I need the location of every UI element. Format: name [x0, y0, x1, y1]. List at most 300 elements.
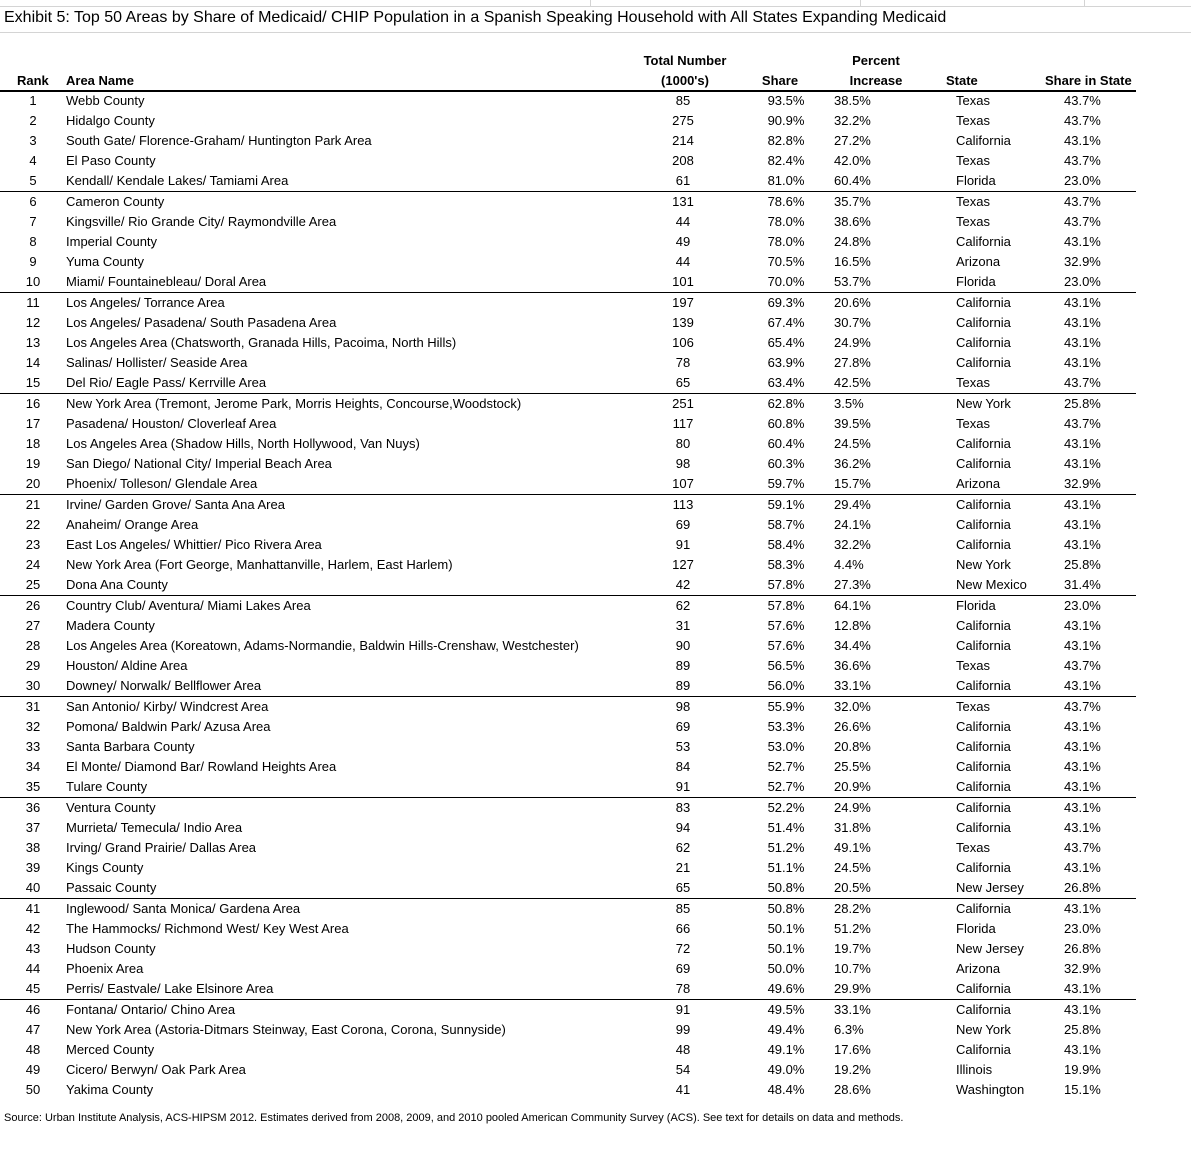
- area-name-cell: Country Club/ Aventura/ Miami Lakes Area: [66, 598, 311, 613]
- total-number-cell: 131: [672, 194, 694, 209]
- percent-increase-cell: 64.1%: [834, 598, 871, 613]
- rank-cell: 23: [25, 537, 41, 552]
- state-cell: Texas: [956, 194, 990, 209]
- total-number-cell: 31: [675, 618, 691, 633]
- percent-increase-cell: 20.6%: [834, 295, 871, 310]
- share-cell: 70.0%: [738, 272, 834, 293]
- area-name-cell: Inglewood/ Santa Monica/ Gardena Area: [66, 901, 301, 916]
- table-row: [0, 434, 1136, 454]
- rank-cell: 12: [25, 315, 41, 330]
- area-name-cell: New York Area (Tremont, Jerome Park, Morris Heights, Concourse,Woodstock): [66, 396, 522, 411]
- table-row: [0, 414, 1136, 434]
- area-name-cell: Madera County: [66, 618, 155, 633]
- area-name-cell: Houston/ Aldine Area: [66, 658, 188, 673]
- percent-increase-cell: 15.7%: [834, 474, 956, 495]
- share-in-state-cell: 43.7%: [1064, 113, 1101, 128]
- total-number-cell: 61: [628, 171, 738, 192]
- table-row: [0, 131, 1136, 151]
- share-cell: 50.1%: [767, 921, 805, 936]
- share-cell: 50.8%: [738, 878, 834, 899]
- rank-cell: 42: [25, 921, 41, 936]
- table-row: [0, 818, 1136, 838]
- share-cell: 50.1%: [767, 941, 805, 956]
- state-cell: California: [956, 1042, 1011, 1057]
- share-cell: 50.0%: [767, 961, 805, 976]
- rank-cell: 1: [29, 93, 37, 108]
- rank-cell: 9: [29, 254, 37, 269]
- share-cell: 82.4%: [767, 153, 805, 168]
- share-cell: 53.3%: [767, 719, 805, 734]
- table-row: [0, 1000, 1136, 1021]
- share-cell: 49.0%: [767, 1062, 805, 1077]
- share-in-state-cell: 43.1%: [1064, 820, 1101, 835]
- state-cell: Florida: [956, 598, 996, 613]
- percent-increase-cell: 32.2%: [834, 537, 871, 552]
- table-row: [0, 656, 1136, 676]
- area-name-cell: Los Angeles Area (Chatsworth, Granada Hills, Pacoima, North Hills): [66, 335, 457, 350]
- rank-cell: 41: [25, 901, 41, 916]
- percent-increase-cell: 16.5%: [834, 254, 871, 269]
- state-cell: Arizona: [956, 961, 1001, 976]
- rank-cell: 27: [25, 618, 41, 633]
- share-cell: 67.4%: [767, 315, 805, 330]
- header-increase-line1: Percent: [852, 53, 900, 68]
- area-name-cell: Los Angeles Area (Shadow Hills, North Hollywood, Van Nuys): [66, 436, 420, 451]
- rank-cell: 31: [25, 699, 41, 714]
- rank-cell: 39: [25, 860, 41, 875]
- area-name-cell: San Diego/ National City/ Imperial Beach Area: [66, 456, 332, 471]
- share-cell: 49.4%: [767, 1022, 805, 1037]
- table-row: [0, 1060, 1136, 1080]
- state-cell: California: [956, 719, 1011, 734]
- state-cell: Texas: [956, 113, 990, 128]
- rank-cell: 24: [25, 557, 41, 572]
- share-in-state-cell: 43.1%: [1064, 1042, 1101, 1057]
- table-row: [0, 111, 1136, 131]
- state-cell: California: [956, 800, 1011, 815]
- share-cell: 56.5%: [767, 658, 805, 673]
- area-name-cell: Yuma County: [66, 254, 145, 269]
- table-row: [0, 454, 1136, 474]
- rank-cell: 38: [25, 840, 41, 855]
- table-row: [0, 878, 1136, 899]
- total-number-cell: 275: [672, 113, 694, 128]
- rank-cell: 30: [0, 676, 66, 697]
- share-in-state-cell: 43.1%: [1064, 456, 1101, 471]
- percent-increase-cell: 51.2%: [834, 921, 871, 936]
- rank-cell: 22: [25, 517, 41, 532]
- share-cell: 52.2%: [767, 800, 805, 815]
- total-number-cell: 98: [675, 456, 691, 471]
- state-cell: California: [956, 618, 1011, 633]
- total-number-cell: 62: [675, 840, 691, 855]
- share-cell: 58.3%: [767, 557, 805, 572]
- share-in-state-cell: 43.7%: [1064, 658, 1101, 673]
- percent-increase-cell: 60.4%: [834, 171, 956, 192]
- table-row: [0, 535, 1136, 555]
- share-cell: 51.1%: [767, 860, 805, 875]
- total-number-cell: 83: [675, 800, 691, 815]
- table-row: [0, 777, 1136, 798]
- state-cell: California: [956, 901, 1011, 916]
- percent-increase-cell: 3.5%: [834, 396, 864, 411]
- percent-increase-cell: 36.6%: [834, 658, 871, 673]
- state-cell: New Jersey: [956, 941, 1024, 956]
- area-name-cell: El Paso County: [66, 153, 156, 168]
- header-rank: Rank: [17, 73, 49, 88]
- total-number-cell: 48: [675, 1042, 691, 1057]
- table-row: [0, 373, 1136, 394]
- share-cell: 51.4%: [767, 820, 805, 835]
- share-cell: 50.8%: [767, 901, 805, 916]
- total-number-cell: 65: [628, 878, 738, 899]
- area-name-cell: Kingsville/ Rio Grande City/ Raymondville Area: [66, 214, 337, 229]
- area-name-cell: Dona Ana County: [66, 575, 628, 596]
- percent-increase-cell: 29.9%: [834, 979, 956, 1000]
- area-name-cell: New York Area (Astoria-Ditmars Steinway, East Corona, Corona, Sunnyside): [66, 1022, 506, 1037]
- share-cell: 48.4%: [767, 1082, 805, 1097]
- table-row: [0, 939, 1136, 959]
- state-cell: California: [956, 759, 1011, 774]
- rank-cell: 44: [25, 961, 41, 976]
- total-number-cell: 91: [675, 537, 691, 552]
- share-in-state-cell: 32.9%: [1064, 474, 1136, 495]
- total-number-cell: 69: [675, 961, 691, 976]
- table-row: [0, 394, 1136, 415]
- area-name-cell: The Hammocks/ Richmond West/ Key West Area: [66, 921, 349, 936]
- total-number-cell: 62: [675, 598, 691, 613]
- total-number-cell: 107: [628, 474, 738, 495]
- total-number-cell: 44: [675, 214, 691, 229]
- percent-increase-cell: 49.1%: [834, 840, 871, 855]
- table-row: [0, 717, 1136, 737]
- share-in-state-cell: 23.0%: [1064, 598, 1101, 613]
- area-name-cell: Ventura County: [66, 800, 156, 815]
- state-cell: Texas: [956, 373, 1064, 394]
- area-name-cell: Los Angeles/ Pasadena/ South Pasadena Area: [66, 315, 337, 330]
- share-in-state-cell: 43.1%: [1064, 777, 1136, 798]
- share-cell: 59.1%: [767, 497, 805, 512]
- total-number-cell: 127: [672, 557, 694, 572]
- rank-cell: 28: [25, 638, 41, 653]
- share-in-state-cell: 25.8%: [1064, 396, 1101, 411]
- rank-cell: 4: [29, 153, 37, 168]
- percent-increase-cell: 24.5%: [834, 860, 871, 875]
- table-row: [0, 192, 1136, 213]
- state-cell: California: [956, 638, 1011, 653]
- total-number-cell: 99: [675, 1022, 691, 1037]
- total-number-cell: 113: [672, 497, 694, 512]
- table-row: [0, 838, 1136, 858]
- total-number-cell: 106: [672, 335, 694, 350]
- header-share-in-state: Share in State: [1045, 73, 1132, 88]
- share-in-state-cell: 43.7%: [1064, 416, 1101, 431]
- table-row: [0, 333, 1136, 353]
- total-number-cell: 90: [675, 638, 691, 653]
- share-cell: 82.8%: [767, 133, 805, 148]
- share-in-state-cell: 43.1%: [1064, 436, 1101, 451]
- share-in-state-cell: 43.7%: [1064, 373, 1136, 394]
- area-name-cell: Phoenix/ Tolleson/ Glendale Area: [66, 474, 628, 495]
- state-cell: Texas: [956, 416, 990, 431]
- state-cell: California: [956, 315, 1011, 330]
- areas-table: [0, 91, 1136, 1100]
- total-number-cell: 89: [675, 658, 691, 673]
- percent-increase-cell: 38.5%: [834, 93, 871, 108]
- table-row: [0, 293, 1136, 314]
- table-row: [0, 151, 1136, 171]
- area-name-cell: Anaheim/ Orange Area: [66, 517, 199, 532]
- rank-cell: 40: [0, 878, 66, 899]
- rank-cell: 19: [25, 456, 41, 471]
- share-in-state-cell: 43.1%: [1064, 295, 1101, 310]
- percent-increase-cell: 30.7%: [834, 315, 871, 330]
- area-name-cell: Hudson County: [66, 941, 156, 956]
- share-cell: 65.4%: [767, 335, 805, 350]
- rank-cell: 3: [29, 133, 37, 148]
- share-cell: 78.0%: [767, 234, 805, 249]
- share-in-state-cell: 25.8%: [1064, 557, 1101, 572]
- percent-increase-cell: 36.2%: [834, 456, 871, 471]
- percent-increase-cell: 4.4%: [834, 557, 864, 572]
- share-in-state-cell: 43.1%: [1064, 901, 1101, 916]
- area-name-cell: New York Area (Fort George, Manhattanville, Harlem, East Harlem): [66, 557, 453, 572]
- state-cell: New York: [956, 396, 1011, 411]
- share-cell: 60.4%: [767, 436, 805, 451]
- total-number-cell: 54: [675, 1062, 691, 1077]
- share-in-state-cell: 43.1%: [1064, 676, 1136, 697]
- percent-increase-cell: 20.9%: [834, 777, 956, 798]
- state-cell: California: [956, 436, 1011, 451]
- total-number-cell: 208: [672, 153, 694, 168]
- total-number-cell: 197: [672, 295, 694, 310]
- rank-cell: 48: [25, 1042, 41, 1057]
- rank-cell: 6: [29, 194, 37, 209]
- area-name-cell: Passaic County: [66, 878, 628, 899]
- area-name-cell: Yakima County: [66, 1082, 154, 1097]
- area-name-cell: Webb County: [66, 93, 145, 108]
- share-in-state-cell: 43.7%: [1064, 194, 1101, 209]
- area-name-cell: Los Angeles Area (Koreatown, Adams-Normandie, Baldwin Hills-Crenshaw, Westchester): [66, 638, 579, 653]
- area-name-cell: Hidalgo County: [66, 113, 155, 128]
- area-name-cell: San Antonio/ Kirby/ Windcrest Area: [66, 699, 269, 714]
- state-cell: Florida: [956, 272, 1064, 293]
- area-name-cell: Santa Barbara County: [66, 739, 195, 754]
- title-divider: [0, 32, 1191, 33]
- share-in-state-cell: 23.0%: [1064, 171, 1136, 192]
- area-name-cell: Pomona/ Baldwin Park/ Azusa Area: [66, 719, 271, 734]
- area-name-cell: Kings County: [66, 860, 144, 875]
- share-cell: 49.5%: [767, 1002, 805, 1017]
- state-cell: California: [956, 355, 1011, 370]
- rank-cell: 11: [26, 295, 40, 310]
- area-name-cell: Irvine/ Garden Grove/ Santa Ana Area: [66, 497, 285, 512]
- share-cell: 62.8%: [767, 396, 805, 411]
- share-in-state-cell: 43.7%: [1064, 214, 1101, 229]
- percent-increase-cell: 24.5%: [834, 436, 871, 451]
- share-cell: 49.1%: [767, 1042, 805, 1057]
- area-name-cell: Fontana/ Ontario/ Chino Area: [66, 1002, 236, 1017]
- rank-cell: 36: [25, 800, 41, 815]
- area-name-cell: El Monte/ Diamond Bar/ Rowland Heights Area: [66, 759, 337, 774]
- share-cell: 90.9%: [767, 113, 805, 128]
- rank-cell: 34: [25, 759, 41, 774]
- table-row: [0, 979, 1136, 1000]
- state-cell: Texas: [956, 658, 990, 673]
- percent-increase-cell: 33.1%: [834, 1002, 871, 1017]
- share-cell: 63.9%: [767, 355, 805, 370]
- state-cell: California: [956, 133, 1011, 148]
- share-cell: 57.6%: [767, 618, 805, 633]
- table-row: [0, 959, 1136, 979]
- share-cell: 78.6%: [767, 194, 805, 209]
- header-increase-line2: Increase: [849, 73, 903, 88]
- percent-increase-cell: 27.3%: [834, 575, 956, 596]
- table-row: [0, 495, 1136, 516]
- share-cell: 53.0%: [767, 739, 805, 754]
- total-number-cell: 89: [628, 676, 738, 697]
- total-number-cell: 49: [675, 234, 691, 249]
- percent-increase-cell: 26.6%: [834, 719, 871, 734]
- state-cell: California: [956, 979, 1064, 1000]
- table-row: [0, 252, 1136, 272]
- rank-cell: 18: [25, 436, 41, 451]
- areas-table-body: [0, 91, 1136, 1100]
- state-cell: California: [956, 777, 1064, 798]
- table-row: [0, 757, 1136, 777]
- total-number-cell: 69: [675, 719, 691, 734]
- header-total-line1: Total Number: [643, 53, 727, 68]
- share-cell: 49.6%: [738, 979, 834, 1000]
- table-row: [0, 474, 1136, 495]
- total-number-cell: 21: [675, 860, 691, 875]
- share-in-state-cell: 23.0%: [1064, 921, 1101, 936]
- share-in-state-cell: 23.0%: [1064, 272, 1136, 293]
- share-cell: 81.0%: [738, 171, 834, 192]
- area-name-cell: Murrieta/ Temecula/ Indio Area: [66, 820, 243, 835]
- percent-increase-cell: 31.8%: [834, 820, 871, 835]
- percent-increase-cell: 24.8%: [834, 234, 871, 249]
- share-in-state-cell: 43.1%: [1064, 355, 1101, 370]
- header-share: Share: [761, 73, 799, 88]
- share-cell: 58.7%: [767, 517, 805, 532]
- percent-increase-cell: 6.3%: [834, 1022, 864, 1037]
- rank-cell: 8: [29, 234, 37, 249]
- share-in-state-cell: 43.1%: [1064, 719, 1101, 734]
- table-row: [0, 1040, 1136, 1060]
- state-cell: California: [956, 1002, 1011, 1017]
- total-number-cell: 85: [675, 93, 691, 108]
- state-cell: New Jersey: [956, 878, 1064, 899]
- total-number-cell: 42: [628, 575, 738, 596]
- share-in-state-cell: 43.1%: [1064, 517, 1101, 532]
- area-name-cell: East Los Angeles/ Whittier/ Pico Rivera Area: [66, 537, 322, 552]
- share-in-state-cell: 43.1%: [1064, 1002, 1101, 1017]
- state-cell: Arizona: [956, 254, 1001, 269]
- header-state: State: [946, 73, 978, 88]
- rank-cell: 26: [25, 598, 41, 613]
- total-number-cell: 139: [672, 315, 694, 330]
- share-in-state-cell: 43.1%: [1064, 739, 1101, 754]
- total-number-cell: 65: [628, 373, 738, 394]
- percent-increase-cell: 28.2%: [834, 901, 871, 916]
- share-cell: 52.7%: [738, 777, 834, 798]
- table-row: [0, 596, 1136, 617]
- share-in-state-cell: 31.4%: [1064, 575, 1136, 596]
- share-in-state-cell: 32.9%: [1064, 254, 1101, 269]
- percent-increase-cell: 39.5%: [834, 416, 871, 431]
- state-cell: California: [956, 295, 1011, 310]
- state-cell: Texas: [956, 214, 990, 229]
- header-area-name: Area Name: [66, 73, 134, 88]
- table-row: [0, 697, 1136, 718]
- total-number-cell: 80: [675, 436, 691, 451]
- table-row: [0, 313, 1136, 333]
- state-cell: California: [956, 739, 1011, 754]
- share-in-state-cell: 32.9%: [1064, 961, 1101, 976]
- total-number-cell: 101: [628, 272, 738, 293]
- area-name-cell: Miami/ Fountainebleau/ Doral Area: [66, 272, 628, 293]
- total-number-cell: 84: [675, 759, 691, 774]
- state-cell: New Mexico: [956, 575, 1064, 596]
- table-row: [0, 1020, 1136, 1040]
- spreadsheet-top-gridline: [0, 0, 1191, 7]
- table-row: [0, 636, 1136, 656]
- percent-increase-cell: 24.9%: [834, 800, 871, 815]
- state-cell: California: [956, 517, 1011, 532]
- percent-increase-cell: 17.6%: [834, 1042, 871, 1057]
- table-row: [0, 555, 1136, 575]
- share-in-state-cell: 43.1%: [1064, 638, 1101, 653]
- total-number-cell: 44: [675, 254, 691, 269]
- rank-cell: 29: [25, 658, 41, 673]
- percent-increase-cell: 42.5%: [834, 373, 956, 394]
- rank-cell: 35: [0, 777, 66, 798]
- state-cell: California: [956, 537, 1011, 552]
- total-number-cell: 117: [672, 416, 694, 431]
- rank-cell: 16: [25, 396, 41, 411]
- area-name-cell: Cicero/ Berwyn/ Oak Park Area: [66, 1062, 246, 1077]
- table-row: [0, 858, 1136, 878]
- share-cell: 56.0%: [738, 676, 834, 697]
- share-cell: 70.5%: [767, 254, 805, 269]
- state-cell: New York: [956, 557, 1011, 572]
- area-name-cell: Del Rio/ Eagle Pass/ Kerrville Area: [66, 373, 628, 394]
- share-cell: 58.4%: [767, 537, 805, 552]
- state-cell: Arizona: [956, 474, 1064, 495]
- share-cell: 60.8%: [767, 416, 805, 431]
- share-in-state-cell: 43.1%: [1064, 759, 1101, 774]
- area-name-cell: Tulare County: [66, 777, 628, 798]
- rank-cell: 14: [25, 355, 41, 370]
- share-cell: 60.3%: [767, 456, 805, 471]
- share-in-state-cell: 43.7%: [1064, 153, 1101, 168]
- share-in-state-cell: 43.1%: [1064, 979, 1136, 1000]
- percent-increase-cell: 12.8%: [834, 618, 871, 633]
- table-row: [0, 171, 1136, 192]
- share-in-state-cell: 43.7%: [1064, 699, 1101, 714]
- total-number-cell: 78: [628, 979, 738, 1000]
- total-number-cell: 91: [675, 1002, 691, 1017]
- total-number-cell: 85: [675, 901, 691, 916]
- area-name-cell: Pasadena/ Houston/ Cloverleaf Area: [66, 416, 277, 431]
- table-row: [0, 899, 1136, 920]
- rank-cell: 15: [0, 373, 66, 394]
- share-in-state-cell: 15.1%: [1064, 1082, 1101, 1097]
- share-cell: 59.7%: [738, 474, 834, 495]
- share-in-state-cell: 43.7%: [1064, 93, 1101, 108]
- table-row: [0, 616, 1136, 636]
